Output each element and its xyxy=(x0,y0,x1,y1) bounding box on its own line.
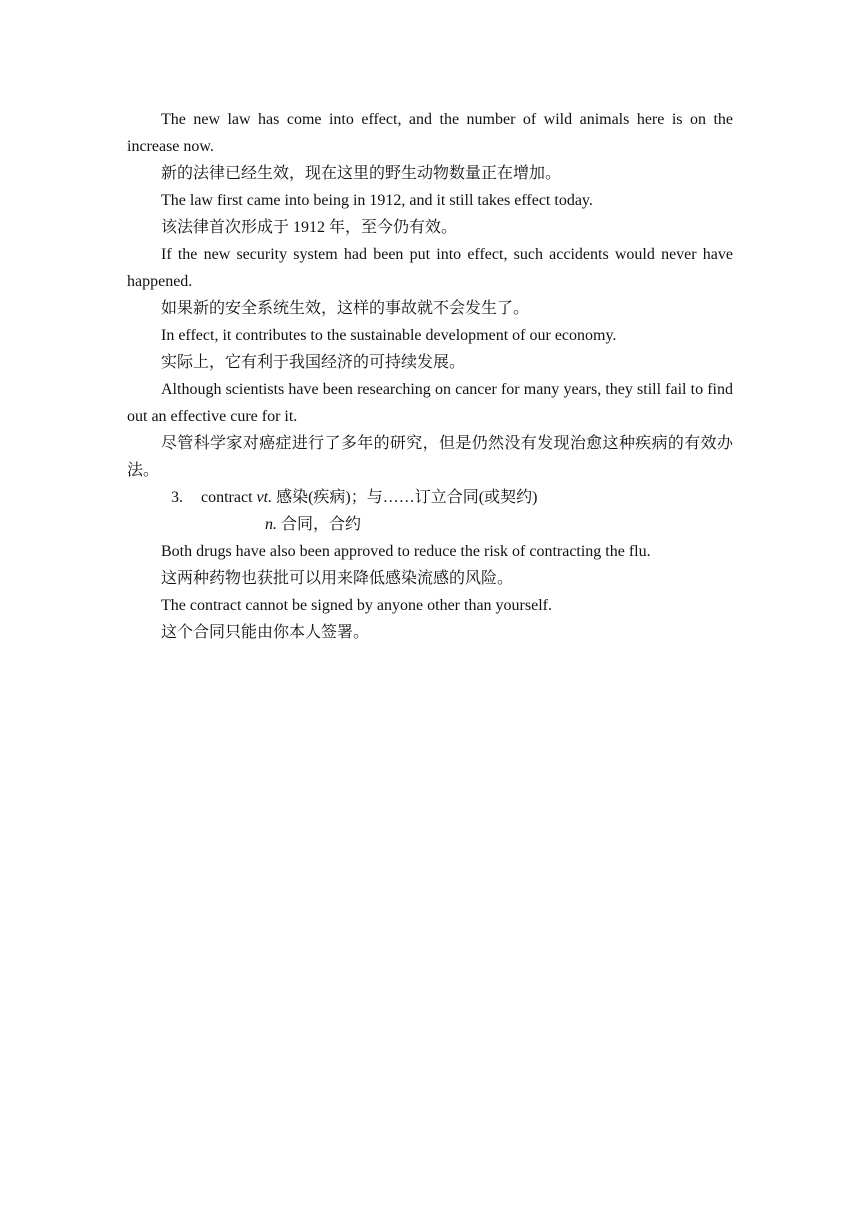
entry-pos-noun: n. xyxy=(265,516,277,533)
vocab-entry-heading xyxy=(127,484,733,511)
example-sentence-en: Although scientists have been researching on cancer for many years, they still fail to find out an effective cure for it. xyxy=(127,381,733,425)
entry-meaning-verb: 感染(疾病)；与……订立合同(或契约) xyxy=(276,489,538,506)
example-sentence-en: The new law has come into effect, and the number of wild animals here is on the increase now. xyxy=(127,111,733,155)
document-body xyxy=(127,106,733,646)
example-sentence-en: The law first came into being in 1912, and it still takes effect today. xyxy=(161,192,593,209)
entry-word: contract xyxy=(201,489,253,506)
example-sentence-zh: 如果新的安全系统生效，这样的事故就不会发生了。 xyxy=(161,300,530,317)
example-sentence-en: If the new security system had been put into effect, such accidents would never have happened. xyxy=(127,246,733,290)
entry-meaning-noun: 合同，合约 xyxy=(281,516,362,533)
example-sentence-en: The contract cannot be signed by anyone other than yourself. xyxy=(161,597,552,614)
example-sentence-zh: 新的法律已经生效，现在这里的野生动物数量正在增加。 xyxy=(161,165,562,182)
entry-number: 3. xyxy=(171,489,183,506)
example-sentence-en: In effect, it contributes to the sustainable development of our economy. xyxy=(161,327,617,344)
example-sentence-zh: 这两种药物也获批可以用来降低感染流感的风险。 xyxy=(161,570,514,587)
example-sentence-zh: 尽管科学家对癌症进行了多年的研究，但是仍然没有发现治愈这种疾病的有效办法。 xyxy=(127,435,733,479)
example-sentence-en: Both drugs have also been approved to reduce the risk of contracting the flu. xyxy=(161,543,651,560)
entry-pos-verb: vt. xyxy=(256,489,273,506)
example-sentence-zh: 该法律首次形成于 1912 年，至今仍有效。 xyxy=(161,219,458,236)
example-sentence-zh: 这个合同只能由你本人签署。 xyxy=(161,624,370,641)
example-sentence-zh: 实际上，它有利于我国经济的可持续发展。 xyxy=(161,354,466,371)
vocab-entry-noun-line xyxy=(127,511,733,538)
